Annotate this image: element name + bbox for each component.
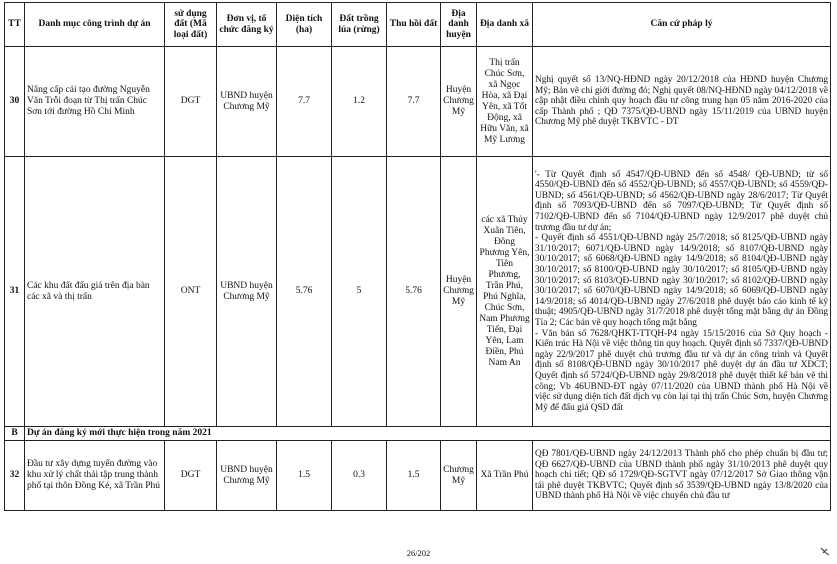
table-row [5, 47, 831, 157]
row-district: Chương Mỹ [441, 441, 477, 511]
row-tt: 31 [5, 157, 25, 427]
row-land-type: DGT [165, 441, 217, 511]
legal-paragraph: - Văn bản số 7628/QHKT-TTQH-P4 ngày 15/15/2016 của Sở Quy hoạch - Kiến trúc Hà Nội về việc thông tin quy hoạch. Quyết định số 7337/QĐ-UBND ngày 22/9/2017 phê duyệt chủ trương đầu tư và dự án công trình và Quyết định số 8108/QĐ-UBND ngày 30/10/2017 phê duyệt dự án đầu tư XDCT; Quyết định số 5724/QĐ-UBND ngày 29/8/2018 phê duyệt thiết kế bản vẽ thi công; Vb 46UBND-ĐT ngày 07/11/2020 của UBND thành phố Hà Nội về việc sử dụng diện tích đất dịch vụ còn lại tại thị trấn Chúc Sơn, huyện Chương Mỹ để đấu giá QSD đất [535, 328, 828, 413]
row-legal [533, 441, 831, 511]
header-area: Diện tích (ha) [277, 3, 332, 47]
row-unit: UBND huyện Chương Mỹ [217, 441, 277, 511]
row-recovered: 7.7 [387, 47, 441, 157]
table-row [5, 157, 831, 427]
legal-paragraph: QĐ 7801/QĐ-UBND ngày 24/12/2013 Thành phố cho phép chuẩn bị đầu tư; QĐ 6627/QĐ-UBND của UBND thành phố ngày 31/10/2013 phê duyệt quy hoạch chi tiết; QĐ số 1729/QĐ-SGTVT ngày 07/12/2017 Sở Giao thông vận tải phê duyệt TKBVTC; Quyết định số 3539/QĐ-UBND ngày 13/8/2020 của UBND thành phố Hà Nội về việc chuyển chủ đầu tư [535, 449, 828, 502]
legal-paragraph: - Quyết định số 4551/QĐ-UBND ngày 25/7/2018; số 8125/QĐ-UBND ngày 31/10/2017; 6071/QĐ-UBND ngày 14/9/2018; số 8107/QĐ-UBND ngày 30/10/2017; số 6068/QĐ-UBND ngày 14/9/2018; số 8104/QĐ-UBND ngày 30/10/2017; số 8100/QĐ-UBND ngày 30/10/2017; số 8105/QĐ-UBND ngày 30/10/2017; số 8103/QĐ-UBND ngày 30/10/2017; số 8102/QĐ-UBND ngày 30/10/2017; số 6070/QĐ-UBND ngày 14/9/2018; số 6069/QĐ-UBND ngày 14/9/2018; số 4014/QĐ-UBND ngày 27/6/2018 phê duyệt báo cáo kinh tế kỹ thuật; 4905/QĐ-UBND ngày 31/7/2018 phê duyệt tổng mặt bằng dự án Đồng Tía 2; Các bản vẽ quy hoạch tổng mặt bằng [535, 233, 828, 328]
header-project: Danh mục công trình dự án [25, 3, 165, 47]
header-recovered: Thu hồi đất [387, 3, 441, 47]
row-district: Huyện Chương Mỹ [441, 47, 477, 157]
row-recovered: 1.5 [387, 441, 441, 511]
row-district: Huyện Chương Mỹ [441, 157, 477, 427]
row-commune: Thị trấn Chúc Sơn, xã Ngọc Hòa, xã Đại Yên, xã Tốt Động, xã Hữu Văn, xã Mỹ Lương [477, 47, 533, 157]
legal-paragraph: Nghị quyết số 13/NQ-HĐND ngày 20/12/2018 của HĐND huyện Chương Mỹ; Bản vẽ chỉ giới đường đỏ; Nghị quyết 08/NQ-HĐND ngày 04/12/2018 về cập nhật điều chỉnh quy hoạch đầu tư công trung hạn 05 năm 2016-2020 của cấp Thành phố ; QĐ 7375/QĐ-UBND ngày 15/11/2019 của UBND huyện Chương Mỹ phê duyệt TKBVTC - DT [535, 75, 828, 128]
row-commune: Xã Trần Phú [477, 441, 533, 511]
header-district: Địa danh huyện [441, 3, 477, 47]
corner-mark-icon [820, 546, 830, 556]
row-tt: 32 [5, 441, 25, 511]
row-legal [533, 157, 831, 427]
header-commune: Địa danh xã [477, 3, 533, 47]
header-land-use: sử dụng đất (Mã loại đất) [165, 3, 217, 47]
row-rice: 1.2 [332, 47, 387, 157]
row-tt: 30 [5, 47, 25, 157]
row-unit: UBND huyện Chương Mỹ [217, 47, 277, 157]
header-rice: Đất trồng lúa (rừng) [332, 3, 387, 47]
header-tt: TT [5, 3, 25, 47]
row-area: 7.7 [277, 47, 332, 157]
section-title: Dự án đăng ký mới thực hiện trong năm 2021 [25, 427, 831, 441]
row-recovered: 5.76 [387, 157, 441, 427]
section-label: B [5, 427, 25, 441]
row-commune: các xã Thủy Xuân Tiên, Đông Phương Yên, Tiên Phương, Trần Phú, Phú Nghĩa, Chúc Sơn, Nam Phương Tiến, Đại Yên, Lam Điền, Phú Nam An [477, 157, 533, 427]
row-project: Nâng cấp cải tạo đường Nguyễn Văn Trỗi đoạn từ Thị trấn Chúc Sơn tới đường Hồ Chí Minh [25, 47, 165, 157]
header-legal: Căn cứ pháp lý [533, 3, 831, 47]
row-rice: 5 [332, 157, 387, 427]
section-row [5, 427, 831, 441]
row-project: Đầu tư xây dựng tuyến đường vào khu xử lý chất thải tập trung thành phố tại thôn Đồng Ké, xã Trần Phú [25, 441, 165, 511]
row-area: 1.5 [277, 441, 332, 511]
row-project: Các khu đất đấu giá trên địa bàn các xã và thị trấn [25, 157, 165, 427]
row-legal [533, 47, 831, 157]
header-unit: Đơn vị, tổ chức đăng ký [217, 3, 277, 47]
row-rice: 0.3 [332, 441, 387, 511]
header-row [5, 3, 831, 47]
legal-paragraph: '- Từ Quyết định số 4547/QĐ-UBND đến số 4548/ QĐ-UBND; từ số 4550/QĐ-UBND đến số 4552/QĐ-UBND; số 4557/QĐ-UBND; số 4559/QĐ-UBND; số 4561/QĐ-UBND; số 4562/QĐ-UBND ngày 28/6/2017; Từ Quyết định số 7093/QĐ-UBND đến số 7097/QĐ-UBND; Từ Quyết định số 7102/QĐ-UBND đến số 7104/QĐ-UBND ngày 12/9/2017 phê duyệt chủ trương đầu tư dự án; [535, 169, 828, 233]
page-number: 26/202 [406, 548, 431, 558]
row-land-type: ONT [165, 157, 217, 427]
row-land-type: DGT [165, 47, 217, 157]
row-unit: UBND huyện Chương Mỹ [217, 157, 277, 427]
table-row [5, 441, 831, 511]
row-area: 5.76 [277, 157, 332, 427]
project-table [4, 2, 831, 511]
